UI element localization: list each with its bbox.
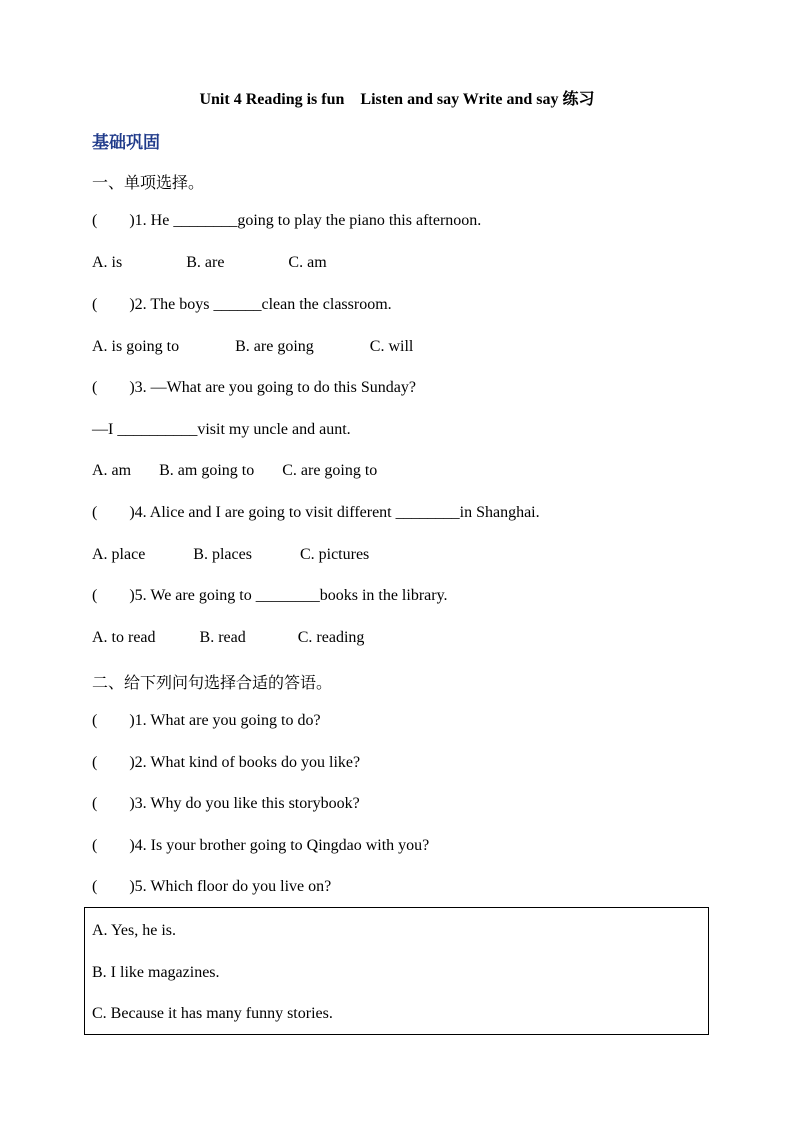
choices-line: A. place B. places C. pictures [92,546,370,563]
page-title: Unit 4 Reading is fun Listen and say Write and say 练习 [199,91,595,108]
answer-option: A. Yes, he is. [92,922,177,939]
question-line: ( )5. Which floor do you live on? [92,878,332,895]
question-line: ( )4. Is your brother going to Qingdao with you? [92,837,430,854]
choices-line: A. am B. am going to C. are going to [92,462,378,479]
answer-option: B. I like magazines. [92,964,220,981]
question-line: ( )5. We are going to ________books in the library. [92,587,448,604]
answer-options-box [84,907,709,1035]
section-heading: 基础巩固 [92,133,160,152]
answer-option: C. Because it has many funny stories. [92,1005,333,1022]
question-line: ( )4. Alice and I are going to visit different ________in Shanghai. [92,504,540,521]
question-line: ( )1. He ________going to play the piano this afternoon. [92,212,482,229]
choices-line: A. is B. are C. am [92,254,327,271]
question-line: ( )2. What kind of books do you like? [92,754,361,771]
question-line: ( )3. Why do you like this storybook? [92,795,360,812]
question-line: ( )1. What are you going to do? [92,712,321,729]
choices-line: A. to read B. read C. reading [92,629,365,646]
part2-heading: 二、给下列问句选择合适的答语。 [92,675,333,692]
question-line: ( )3. —What are you going to do this Sunday? [92,379,416,396]
question-line: ( )2. The boys ______clean the classroom. [92,296,392,313]
part1-heading: 一、单项选择。 [92,175,205,192]
choices-line: A. is going to B. are going C. will [92,338,414,355]
question-line: —I __________visit my uncle and aunt. [92,421,351,438]
